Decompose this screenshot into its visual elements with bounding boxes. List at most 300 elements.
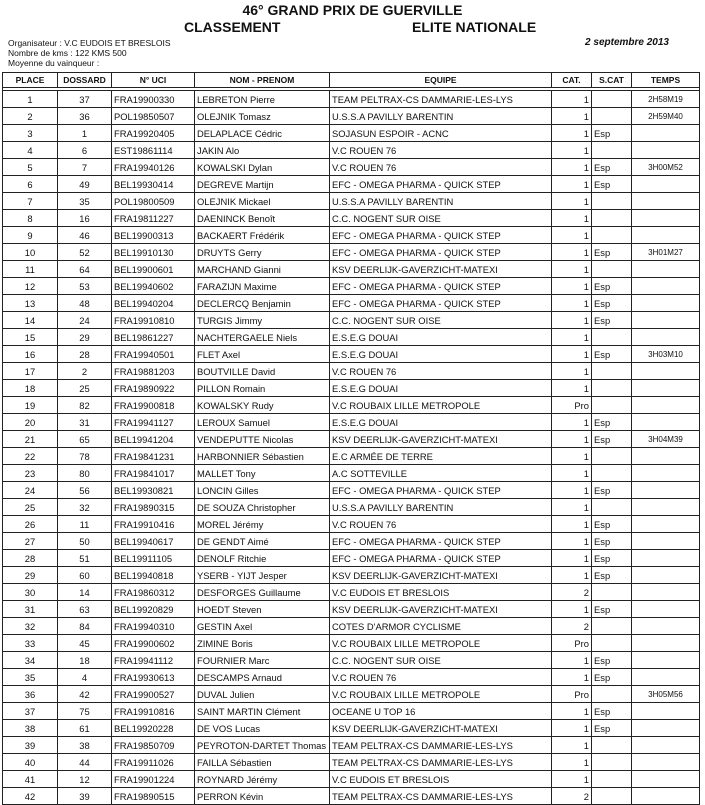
- team-cell: EFC - OMEGA PHARMA - QUICK STEP: [330, 227, 552, 244]
- team-cell: C.C. NOGENT SUR OISE: [330, 312, 552, 329]
- dossard-cell: 6: [58, 142, 112, 159]
- uci-cell: BEL19940204: [112, 295, 195, 312]
- place-cell: 30: [3, 584, 58, 601]
- scat-cell: Esp: [592, 244, 632, 261]
- uci-cell: BEL19910130: [112, 244, 195, 261]
- scat-cell: Esp: [592, 295, 632, 312]
- team-cell: C.C. NOGENT SUR OISE: [330, 210, 552, 227]
- place-cell: 33: [3, 635, 58, 652]
- team-cell: EFC - OMEGA PHARMA - QUICK STEP: [330, 244, 552, 261]
- uci-cell: BEL19920829: [112, 601, 195, 618]
- place-cell: 10: [3, 244, 58, 261]
- name-cell: DE GENDT Aimé: [195, 533, 330, 550]
- place-cell: 19: [3, 397, 58, 414]
- cat-cell: 1: [552, 482, 592, 499]
- uci-cell: FRA19890922: [112, 380, 195, 397]
- dossard-cell: 24: [58, 312, 112, 329]
- category-heading: ELITE NATIONALE: [412, 19, 537, 35]
- scat-cell: [592, 261, 632, 278]
- cat-cell: 1: [552, 754, 592, 771]
- time-cell: [632, 142, 700, 159]
- time-cell: [632, 380, 700, 397]
- place-cell: 14: [3, 312, 58, 329]
- table-row: [3, 431, 700, 448]
- time-cell: [632, 788, 700, 805]
- cat-cell: Pro: [552, 397, 592, 414]
- time-cell: [632, 720, 700, 737]
- team-cell: E.C ARMÉE DE TERRE: [330, 448, 552, 465]
- cat-cell: 1: [552, 669, 592, 686]
- team-cell: TEAM PELTRAX-CS DAMMARIE-LES-LYS: [330, 788, 552, 805]
- cat-cell: 1: [552, 159, 592, 176]
- dossard-cell: 28: [58, 346, 112, 363]
- time-cell: 3H04M39: [632, 431, 700, 448]
- team-cell: V.C ROUEN 76: [330, 516, 552, 533]
- team-cell: EFC - OMEGA PHARMA - QUICK STEP: [330, 550, 552, 567]
- name-cell: MALLET Tony: [195, 465, 330, 482]
- place-cell: 23: [3, 465, 58, 482]
- dossard-cell: 4: [58, 669, 112, 686]
- uci-cell: BEL19940602: [112, 278, 195, 295]
- dossard-cell: 16: [58, 210, 112, 227]
- name-cell: DAENINCK Benoît: [195, 210, 330, 227]
- uci-cell: BEL19940818: [112, 567, 195, 584]
- team-cell: A.C SOTTEVILLE: [330, 465, 552, 482]
- dossard-cell: 53: [58, 278, 112, 295]
- dossard-cell: 51: [58, 550, 112, 567]
- results-body: [3, 91, 700, 805]
- table-row: [3, 159, 700, 176]
- place-cell: 12: [3, 278, 58, 295]
- dossard-cell: 64: [58, 261, 112, 278]
- uci-cell: FRA19860312: [112, 584, 195, 601]
- scat-cell: [592, 771, 632, 788]
- time-cell: [632, 363, 700, 380]
- scat-cell: [592, 210, 632, 227]
- uci-cell: FRA19911026: [112, 754, 195, 771]
- dossard-cell: 50: [58, 533, 112, 550]
- name-cell: MOREL Jérémy: [195, 516, 330, 533]
- place-cell: 37: [3, 703, 58, 720]
- name-cell: LONCIN Gilles: [195, 482, 330, 499]
- col-scat: S.CAT: [592, 73, 632, 88]
- time-cell: [632, 669, 700, 686]
- scat-cell: [592, 618, 632, 635]
- name-cell: DESCAMPS Arnaud: [195, 669, 330, 686]
- scat-cell: Esp: [592, 431, 632, 448]
- team-cell: V.C EUDOIS ET BRESLOIS: [330, 771, 552, 788]
- dossard-cell: 46: [58, 227, 112, 244]
- cat-cell: 1: [552, 91, 592, 108]
- name-cell: VENDEPUTTE Nicolas: [195, 431, 330, 448]
- name-cell: KOWALSKY Rudy: [195, 397, 330, 414]
- uci-cell: FRA19890515: [112, 788, 195, 805]
- uci-cell: FRA19901224: [112, 771, 195, 788]
- table-row: [3, 261, 700, 278]
- time-cell: [632, 125, 700, 142]
- uci-cell: BEL19900313: [112, 227, 195, 244]
- uci-cell: FRA19900330: [112, 91, 195, 108]
- name-cell: KOWALSKI Dylan: [195, 159, 330, 176]
- time-cell: [632, 295, 700, 312]
- cat-cell: 1: [552, 652, 592, 669]
- table-row: [3, 584, 700, 601]
- dossard-cell: 7: [58, 159, 112, 176]
- scat-cell: [592, 227, 632, 244]
- team-cell: EFC - OMEGA PHARMA - QUICK STEP: [330, 176, 552, 193]
- time-cell: [632, 414, 700, 431]
- dossard-cell: 48: [58, 295, 112, 312]
- cat-cell: 2: [552, 788, 592, 805]
- name-cell: ZIMINE Boris: [195, 635, 330, 652]
- team-cell: TEAM PELTRAX-CS DAMMARIE-LES-LYS: [330, 754, 552, 771]
- name-cell: PILLON Romain: [195, 380, 330, 397]
- cat-cell: 1: [552, 363, 592, 380]
- name-cell: DRUYTS Gerry: [195, 244, 330, 261]
- table-row: [3, 329, 700, 346]
- uci-cell: POL19800509: [112, 193, 195, 210]
- place-cell: 4: [3, 142, 58, 159]
- name-cell: DE VOS Lucas: [195, 720, 330, 737]
- uci-cell: BEL19941204: [112, 431, 195, 448]
- scat-cell: [592, 397, 632, 414]
- name-cell: SAINT MARTIN Clément: [195, 703, 330, 720]
- dossard-cell: 32: [58, 499, 112, 516]
- time-cell: [632, 227, 700, 244]
- dossard-cell: 12: [58, 771, 112, 788]
- time-cell: [632, 465, 700, 482]
- name-cell: DE SOUZA Christopher: [195, 499, 330, 516]
- scat-cell: Esp: [592, 125, 632, 142]
- name-cell: DEGREVE Martijn: [195, 176, 330, 193]
- table-row: [3, 516, 700, 533]
- table-row: [3, 465, 700, 482]
- time-cell: [632, 652, 700, 669]
- name-cell: DUVAL Julien: [195, 686, 330, 703]
- table-row: [3, 788, 700, 805]
- time-cell: [632, 771, 700, 788]
- scat-cell: Esp: [592, 312, 632, 329]
- scat-cell: [592, 142, 632, 159]
- dossard-cell: 52: [58, 244, 112, 261]
- scat-cell: Esp: [592, 550, 632, 567]
- team-cell: C.C. NOGENT SUR OISE: [330, 652, 552, 669]
- dossard-cell: 75: [58, 703, 112, 720]
- place-cell: 28: [3, 550, 58, 567]
- place-cell: 1: [3, 91, 58, 108]
- team-cell: V.C ROUBAIX LILLE METROPOLE: [330, 397, 552, 414]
- time-cell: 3H05M56: [632, 686, 700, 703]
- dossard-cell: 39: [58, 788, 112, 805]
- scat-cell: Esp: [592, 669, 632, 686]
- name-cell: FOURNIER Marc: [195, 652, 330, 669]
- table-row: [3, 652, 700, 669]
- time-cell: [632, 448, 700, 465]
- name-cell: JAKIN Alo: [195, 142, 330, 159]
- time-cell: [632, 703, 700, 720]
- cat-cell: 1: [552, 125, 592, 142]
- scat-cell: Esp: [592, 652, 632, 669]
- table-row: [3, 142, 700, 159]
- table-row: [3, 363, 700, 380]
- uci-cell: FRA19910416: [112, 516, 195, 533]
- time-cell: 3H03M10: [632, 346, 700, 363]
- place-cell: 16: [3, 346, 58, 363]
- scat-cell: [592, 788, 632, 805]
- place-cell: 24: [3, 482, 58, 499]
- cat-cell: 1: [552, 737, 592, 754]
- dossard-cell: 61: [58, 720, 112, 737]
- dossard-cell: 18: [58, 652, 112, 669]
- place-cell: 39: [3, 737, 58, 754]
- team-cell: U.S.S.A PAVILLY BARENTIN: [330, 499, 552, 516]
- col-dossard: DOSSARD: [58, 73, 112, 88]
- time-cell: [632, 533, 700, 550]
- cat-cell: 1: [552, 346, 592, 363]
- cat-cell: 1: [552, 329, 592, 346]
- time-cell: [632, 176, 700, 193]
- table-row: [3, 210, 700, 227]
- uci-cell: BEL19940617: [112, 533, 195, 550]
- team-cell: V.C ROUEN 76: [330, 142, 552, 159]
- cat-cell: 1: [552, 210, 592, 227]
- time-cell: [632, 193, 700, 210]
- uci-cell: BEL19920228: [112, 720, 195, 737]
- cat-cell: 1: [552, 550, 592, 567]
- name-cell: PERRON Kévin: [195, 788, 330, 805]
- team-cell: E.S.E.G DOUAI: [330, 329, 552, 346]
- col-place: PLACE: [3, 73, 58, 88]
- col-uci: N° UCI: [112, 73, 195, 88]
- team-cell: V.C ROUEN 76: [330, 363, 552, 380]
- cat-cell: 1: [552, 278, 592, 295]
- place-cell: 20: [3, 414, 58, 431]
- place-cell: 27: [3, 533, 58, 550]
- scat-cell: [592, 635, 632, 652]
- time-cell: [632, 567, 700, 584]
- time-cell: [632, 261, 700, 278]
- place-cell: 6: [3, 176, 58, 193]
- table-row: [3, 227, 700, 244]
- table-row: [3, 737, 700, 754]
- team-cell: U.S.S.A PAVILLY BARENTIN: [330, 108, 552, 125]
- name-cell: YSERB - YIJT Jesper: [195, 567, 330, 584]
- cat-cell: Pro: [552, 635, 592, 652]
- uci-cell: FRA19940501: [112, 346, 195, 363]
- team-cell: V.C ROUEN 76: [330, 159, 552, 176]
- time-cell: 3H01M27: [632, 244, 700, 261]
- classement-heading: CLASSEMENT: [184, 19, 281, 35]
- scat-cell: Esp: [592, 703, 632, 720]
- table-row: [3, 669, 700, 686]
- cat-cell: Pro: [552, 686, 592, 703]
- scat-cell: [592, 91, 632, 108]
- place-cell: 11: [3, 261, 58, 278]
- col-name: NOM - PRENOM: [195, 73, 330, 88]
- uci-cell: BEL19861227: [112, 329, 195, 346]
- team-cell: COTES D'ARMOR CYCLISME: [330, 618, 552, 635]
- uci-cell: FRA19900818: [112, 397, 195, 414]
- place-cell: 25: [3, 499, 58, 516]
- cat-cell: 1: [552, 295, 592, 312]
- avg-speed-line: Moyenne du vainqueur :: [8, 58, 100, 68]
- table-row: [3, 754, 700, 771]
- time-cell: 3H00M52: [632, 159, 700, 176]
- dossard-cell: 78: [58, 448, 112, 465]
- table-row: [3, 448, 700, 465]
- dossard-cell: 38: [58, 737, 112, 754]
- time-cell: [632, 278, 700, 295]
- scat-cell: [592, 737, 632, 754]
- place-cell: 26: [3, 516, 58, 533]
- place-cell: 7: [3, 193, 58, 210]
- col-team: EQUIPE: [330, 73, 552, 88]
- table-row: [3, 533, 700, 550]
- scat-cell: Esp: [592, 482, 632, 499]
- table-row: [3, 244, 700, 261]
- table-row: [3, 635, 700, 652]
- place-cell: 5: [3, 159, 58, 176]
- table-row: [3, 601, 700, 618]
- uci-cell: FRA19941112: [112, 652, 195, 669]
- table-row: [3, 771, 700, 788]
- scat-cell: [592, 448, 632, 465]
- name-cell: FLET Axel: [195, 346, 330, 363]
- table-row: [3, 414, 700, 431]
- cat-cell: 1: [552, 227, 592, 244]
- dossard-cell: 82: [58, 397, 112, 414]
- table-row: [3, 91, 700, 108]
- uci-cell: EST19861114: [112, 142, 195, 159]
- uci-cell: FRA19890315: [112, 499, 195, 516]
- dossard-cell: 49: [58, 176, 112, 193]
- dossard-cell: 29: [58, 329, 112, 346]
- dossard-cell: 45: [58, 635, 112, 652]
- scat-cell: [592, 686, 632, 703]
- dossard-cell: 37: [58, 91, 112, 108]
- name-cell: OLEJNIK Mickael: [195, 193, 330, 210]
- race-date: 2 septembre 2013: [585, 37, 669, 48]
- scat-cell: [592, 499, 632, 516]
- team-cell: V.C EUDOIS ET BRESLOIS: [330, 584, 552, 601]
- cat-cell: 1: [552, 431, 592, 448]
- dossard-cell: 63: [58, 601, 112, 618]
- scat-cell: [592, 108, 632, 125]
- cat-cell: 1: [552, 261, 592, 278]
- name-cell: HOEDT Steven: [195, 601, 330, 618]
- cat-cell: 1: [552, 414, 592, 431]
- time-cell: [632, 584, 700, 601]
- uci-cell: FRA19910816: [112, 703, 195, 720]
- name-cell: BACKAERT Frédérik: [195, 227, 330, 244]
- dossard-cell: 65: [58, 431, 112, 448]
- uci-cell: FRA19811227: [112, 210, 195, 227]
- cat-cell: 1: [552, 448, 592, 465]
- place-cell: 41: [3, 771, 58, 788]
- table-row: [3, 312, 700, 329]
- name-cell: NACHTERGAELE Niels: [195, 329, 330, 346]
- uci-cell: POL19850507: [112, 108, 195, 125]
- dossard-cell: 1: [58, 125, 112, 142]
- uci-cell: FRA19841231: [112, 448, 195, 465]
- table-row: [3, 686, 700, 703]
- place-cell: 3: [3, 125, 58, 142]
- uci-cell: FRA19941127: [112, 414, 195, 431]
- place-cell: 36: [3, 686, 58, 703]
- cat-cell: 1: [552, 142, 592, 159]
- time-cell: [632, 516, 700, 533]
- uci-cell: BEL19900601: [112, 261, 195, 278]
- table-row: [3, 108, 700, 125]
- scat-cell: Esp: [592, 533, 632, 550]
- team-cell: EFC - OMEGA PHARMA - QUICK STEP: [330, 533, 552, 550]
- cat-cell: 1: [552, 601, 592, 618]
- dossard-cell: 35: [58, 193, 112, 210]
- time-cell: 2H59M40: [632, 108, 700, 125]
- table-row: [3, 193, 700, 210]
- time-cell: [632, 397, 700, 414]
- name-cell: LEBRETON Pierre: [195, 91, 330, 108]
- place-cell: 38: [3, 720, 58, 737]
- dossard-cell: 60: [58, 567, 112, 584]
- place-cell: 8: [3, 210, 58, 227]
- table-row: [3, 567, 700, 584]
- team-cell: KSV DEERLIJK-GAVERZICHT-MATEXI: [330, 567, 552, 584]
- name-cell: GESTIN Axel: [195, 618, 330, 635]
- team-cell: V.C ROUBAIX LILLE METROPOLE: [330, 686, 552, 703]
- place-cell: 21: [3, 431, 58, 448]
- team-cell: KSV DEERLIJK-GAVERZICHT-MATEXI: [330, 431, 552, 448]
- page-title: 46° GRAND PRIX DE GUERVILLE: [242, 2, 463, 18]
- dossard-cell: 31: [58, 414, 112, 431]
- place-cell: 13: [3, 295, 58, 312]
- team-cell: KSV DEERLIJK-GAVERZICHT-MATEXI: [330, 720, 552, 737]
- team-cell: V.C ROUBAIX LILLE METROPOLE: [330, 635, 552, 652]
- scat-cell: Esp: [592, 601, 632, 618]
- name-cell: MARCHAND Gianni: [195, 261, 330, 278]
- name-cell: BOUTVILLE David: [195, 363, 330, 380]
- team-cell: SOJASUN ESPOIR - ACNC: [330, 125, 552, 142]
- organizer-line: Organisateur : V.C EUDOIS ET BRESLOIS: [8, 38, 171, 48]
- place-cell: 22: [3, 448, 58, 465]
- place-cell: 42: [3, 788, 58, 805]
- scat-cell: Esp: [592, 278, 632, 295]
- team-cell: KSV DEERLIJK-GAVERZICHT-MATEXI: [330, 261, 552, 278]
- place-cell: 17: [3, 363, 58, 380]
- uci-cell: FRA19850709: [112, 737, 195, 754]
- distance-line: Nombre de kms : 122 KMS 500: [8, 48, 127, 58]
- cat-cell: 1: [552, 499, 592, 516]
- dossard-cell: 14: [58, 584, 112, 601]
- time-cell: [632, 329, 700, 346]
- table-row: [3, 125, 700, 142]
- team-cell: OCEANE U TOP 16: [330, 703, 552, 720]
- scat-cell: Esp: [592, 159, 632, 176]
- uci-cell: FRA19900527: [112, 686, 195, 703]
- name-cell: DENOLF Ritchie: [195, 550, 330, 567]
- place-cell: 15: [3, 329, 58, 346]
- team-cell: V.C ROUEN 76: [330, 669, 552, 686]
- cat-cell: 1: [552, 380, 592, 397]
- table-row: [3, 346, 700, 363]
- header-row: [3, 73, 700, 88]
- cat-cell: 1: [552, 465, 592, 482]
- team-cell: EFC - OMEGA PHARMA - QUICK STEP: [330, 295, 552, 312]
- uci-cell: FRA19920405: [112, 125, 195, 142]
- table-row: [3, 618, 700, 635]
- name-cell: DELAPLACE Cédric: [195, 125, 330, 142]
- scat-cell: Esp: [592, 414, 632, 431]
